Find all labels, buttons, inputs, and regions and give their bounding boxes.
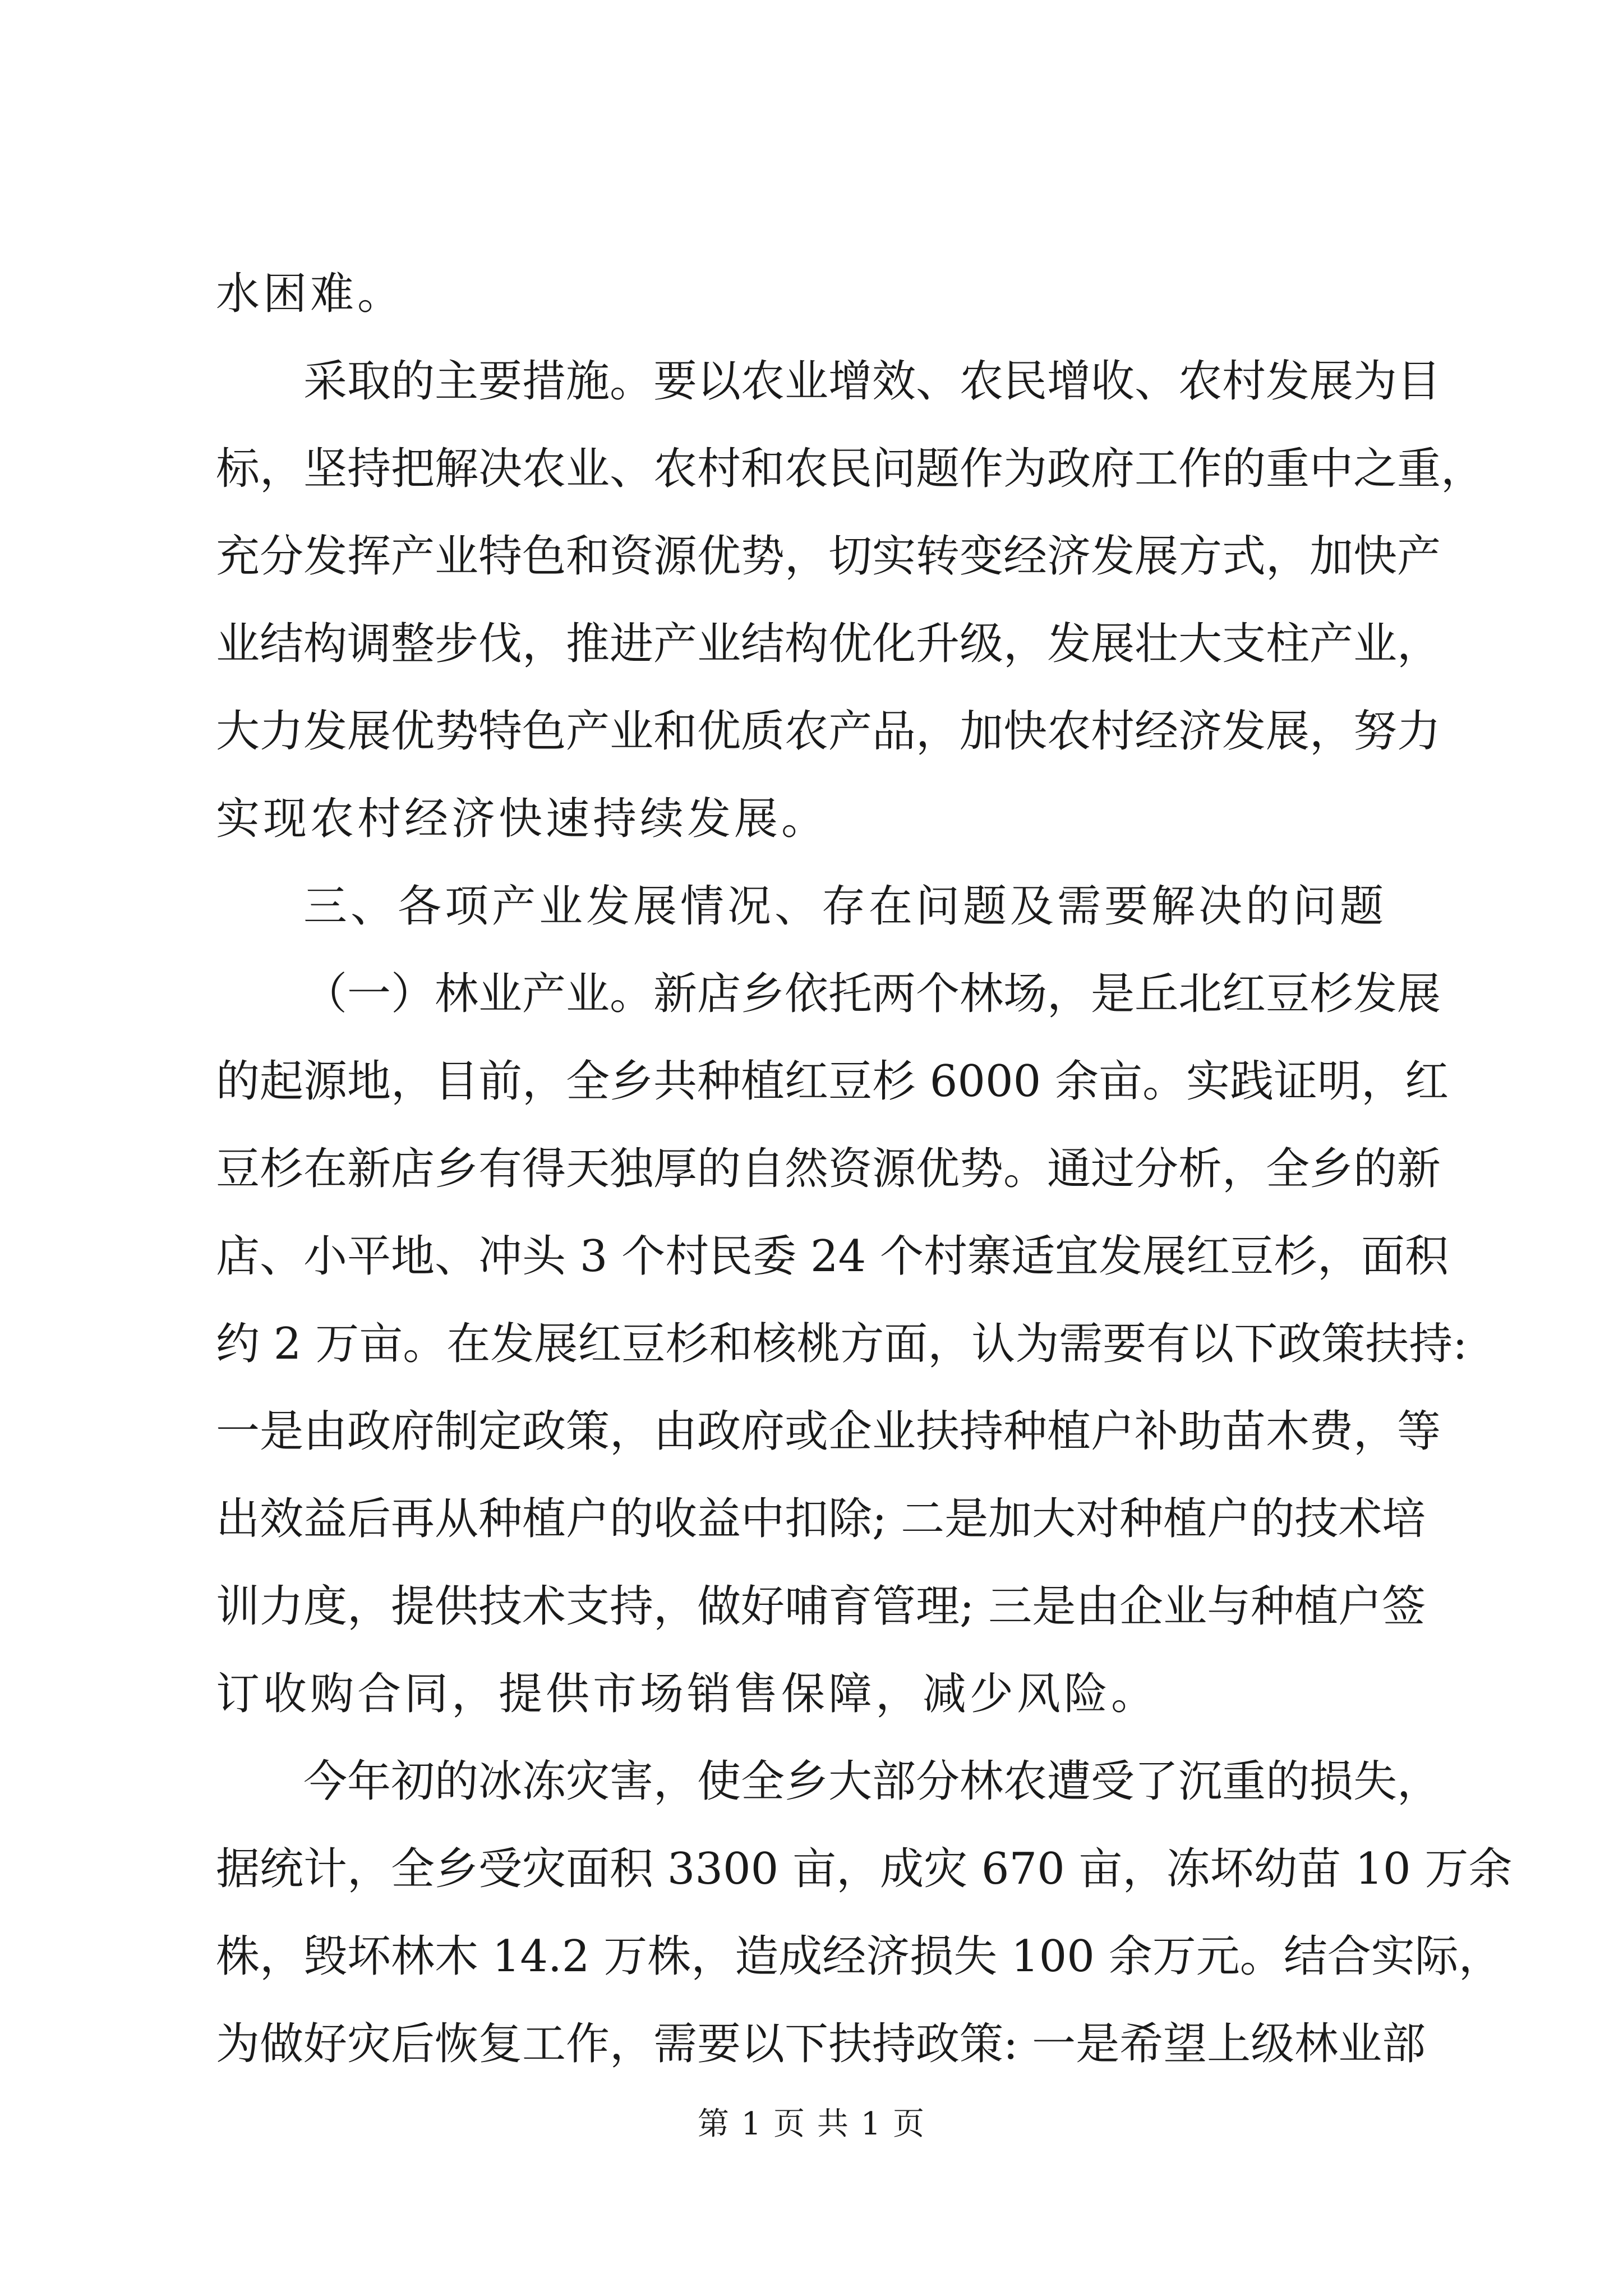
text-line: 店、小平地、冲头 3 个村民委 24 个村寨适宜发展红豆杉，面积 — [216, 1231, 1449, 1282]
text-line: 大力发展优势特色产业和优质农产品，加快农村经济发展，努力 — [216, 706, 1441, 757]
text-line: 一是由政府制定政策，由政府或企业扶持种植户补助苗木费，等 — [216, 1406, 1441, 1457]
text-line: 的起源地，目前，全乡共种植红豆杉 6000 余亩。实践证明，红 — [216, 1056, 1449, 1107]
text-line: 采取的主要措施。要以农业增效、农民增收、农村发展为目 — [303, 356, 1441, 407]
text-line: 据统计，全乡受灾面积 3300 亩，成灾 670 亩，冻坏幼苗 10 万余 — [216, 1844, 1513, 1894]
text-line: 标，坚持把解决农业、农村和农民问题作为政府工作的重中之重， — [216, 444, 1485, 494]
section-heading: 三、各项产业发展情况、存在问题及需要解决的问题 — [303, 881, 1387, 932]
text-line: 今年初的冰冻灾害，使全乡大部分林农遭受了沉重的损失， — [303, 1756, 1441, 1807]
text-line: 水困难。 — [216, 269, 405, 319]
text-line: 订收购合同，提供市场销售保障，减少风险。 — [216, 1669, 1159, 1719]
text-line: 出效益后再从种植户的收益中扣除; 二是加大对种植户的技术培 — [216, 1494, 1426, 1544]
text-line: 充分发挥产业特色和资源优势，切实转变经济发展方式，加快产 — [216, 531, 1441, 582]
text-line: 约 2 万亩。在发展红豆杉和核桃方面，认为需要有以下政策扶持: — [216, 1319, 1468, 1369]
text-line: 训力度，提供技术支持，做好哺育管理; 三是由企业与种植户签 — [216, 1581, 1426, 1632]
text-line: 业结构调整步伐，推进产业结构优化升级，发展壮大支柱产业， — [216, 619, 1441, 669]
text-line: （一）林业产业。新店乡依托两个林场，是丘北红豆杉发展 — [303, 969, 1441, 1019]
page-footer — [0, 2106, 1623, 2142]
text-line: 实现农村经济快速持续发展。 — [216, 794, 829, 844]
document-body — [216, 269, 1513, 2107]
text-line: 为做好灾后恢复工作，需要以下扶持政策: 一是希望上级林业部 — [216, 2019, 1426, 2069]
text-line: 豆杉在新店乡有得天独厚的自然资源优势。通过分析，全乡的新 — [216, 1144, 1441, 1194]
text-line: 株，毁坏林木 14.2 万株，造成经济损失 100 余万元。结合实际， — [216, 1931, 1502, 1982]
page-number-label: 第 1 页 共 1 页 — [697, 2106, 926, 2142]
